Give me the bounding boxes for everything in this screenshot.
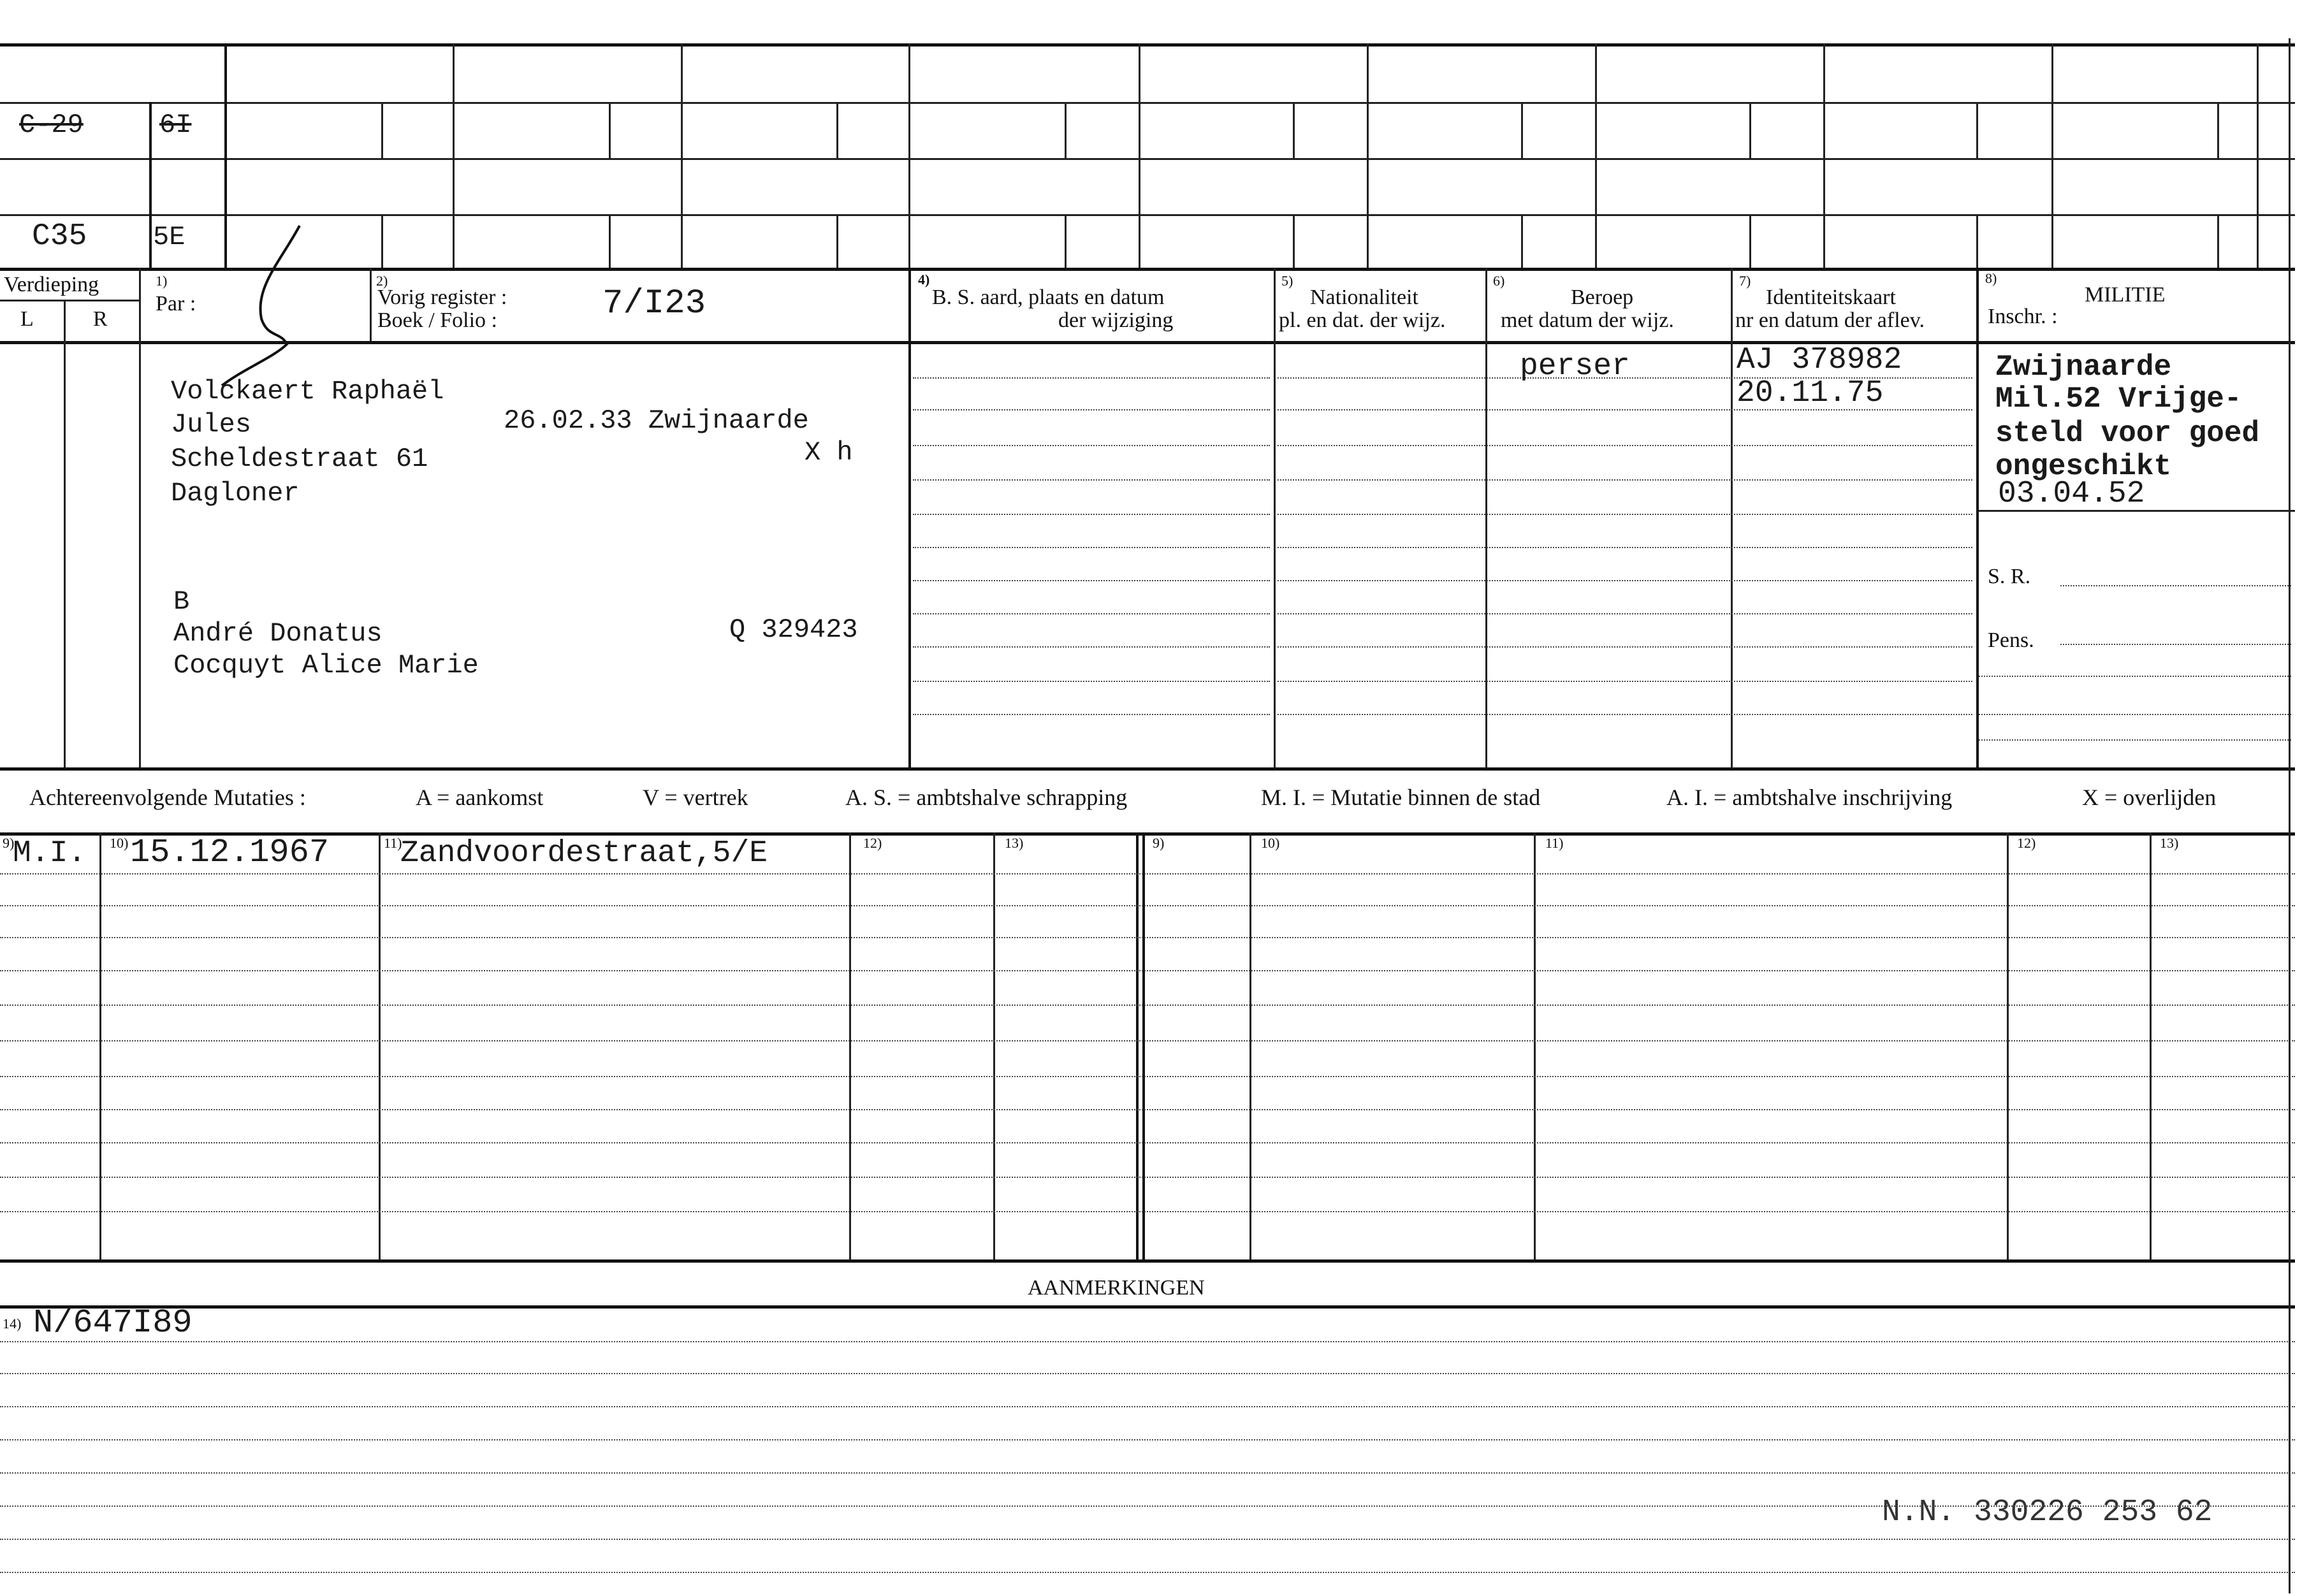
column-number: 11) — [1545, 835, 1564, 851]
id-number: AJ 378982 — [1737, 343, 1902, 377]
column-number: 12) — [863, 835, 882, 851]
grid-vline — [1976, 268, 1979, 768]
grid-vline — [381, 102, 383, 158]
militie-text: Zwijnaarde — [1995, 351, 2172, 384]
grid-vline — [1976, 214, 1978, 268]
beroep-value: perser — [1520, 349, 1630, 384]
grid-vline — [1521, 102, 1523, 158]
grid-line — [0, 1259, 2295, 1263]
grid-vline — [149, 102, 152, 268]
header-bottom-border — [0, 268, 2295, 271]
nationaliteit-label: pl. en dat. der wijz. — [1279, 308, 1446, 332]
grid-vline — [381, 214, 383, 268]
grid-vline — [609, 214, 611, 268]
grid-line — [0, 832, 2295, 836]
inschr-label: Inschr. : — [1988, 305, 2058, 328]
header-code: C-29 — [19, 110, 84, 140]
grid-vline — [836, 102, 838, 158]
column-number: 9) — [3, 835, 15, 851]
legend-mi: M. I. = Mutatie binnen de stad — [1261, 785, 1541, 810]
grid-vline — [2217, 214, 2219, 268]
militie-text: Mil.52 Vrijge- — [1995, 382, 2242, 416]
mutation-type: M.I. — [13, 836, 87, 871]
grid-vline — [849, 832, 851, 1259]
grid-vline — [1521, 214, 1523, 268]
nn-number: N.N. 330226 253 62 — [1882, 1495, 2213, 1530]
pens-label: Pens. — [1988, 628, 2034, 652]
militie-label: MILITIE — [2085, 283, 2166, 307]
bs-label: B. S. aard, plaats en datum — [932, 286, 1165, 309]
person-mark: X h — [805, 437, 853, 468]
person-name: Volckaert Raphaël — [171, 376, 444, 407]
column-number: 9) — [1153, 835, 1165, 851]
boek-folio-label: Boek / Folio : — [377, 308, 497, 332]
grid-vline — [609, 102, 611, 158]
grid-vline — [1065, 214, 1067, 268]
identiteitskaart-label: Identiteitskaart — [1766, 286, 1896, 309]
grid-vline — [453, 43, 455, 268]
field-number: 5) — [1281, 273, 1293, 289]
field-number: 7) — [1739, 273, 1751, 289]
legend-ai: A. I. = ambtshalve inschrijving — [1666, 785, 1953, 810]
legend-x: X = overlijden — [2082, 785, 2217, 810]
l-label: L — [20, 307, 34, 331]
spouse-name: André Donatus — [173, 618, 382, 649]
grid-vline — [139, 268, 141, 768]
grid-vline — [908, 43, 910, 268]
spouse-prefix: B — [173, 586, 190, 617]
grid-vline — [370, 268, 372, 341]
grid-vline — [681, 43, 683, 268]
field-number: 8) — [1985, 270, 1997, 286]
grid-line — [0, 102, 2295, 104]
register-ref: 7/I23 — [602, 284, 706, 323]
person-birth: 26.02.33 Zwijnaarde — [504, 405, 809, 436]
nationaliteit-label: Nationaliteit — [1310, 286, 1418, 309]
beroep-label: Beroep — [1571, 286, 1634, 309]
grid-vline — [99, 832, 101, 1259]
grid-vline — [1249, 832, 1251, 1259]
grid-vline — [1749, 214, 1751, 268]
grid-line — [0, 158, 2295, 160]
column-number: 13) — [1005, 835, 1024, 851]
header-code: 6I — [159, 110, 192, 140]
aanmerkingen-title: AANMERKINGEN — [1028, 1276, 1205, 1300]
field-number: 2) — [376, 273, 388, 289]
grid-line — [0, 1305, 2295, 1309]
header-code: 5E — [153, 222, 186, 252]
verdieping-label: Verdieping — [4, 273, 99, 296]
legend-v: V = vertrek — [643, 785, 748, 810]
grid-vline — [1534, 832, 1536, 1259]
spouse-line2: Cocquyt Alice Marie — [173, 650, 479, 681]
grid-vline — [1823, 43, 1825, 268]
r-label: R — [93, 307, 108, 331]
grid-vline — [2051, 43, 2053, 268]
field-number: 6) — [1493, 273, 1505, 289]
header-code: C35 — [32, 219, 87, 254]
person-firstname: Jules — [171, 409, 252, 440]
grid-vline — [1367, 43, 1369, 268]
grid-vline — [1136, 832, 1139, 1259]
grid-vline — [1142, 832, 1145, 1259]
grid-vline — [2007, 832, 2009, 1259]
grid-vline — [993, 832, 995, 1259]
legend-as: A. S. = ambtshalve schrapping — [845, 785, 1128, 810]
column-number: 10) — [110, 835, 129, 851]
field-number: 4) — [918, 272, 930, 287]
militie-date: 03.04.52 — [1998, 477, 2145, 511]
grid-vline — [379, 832, 381, 1259]
militie-text: steld voor goed — [1995, 417, 2260, 450]
handwritten-stroke — [217, 223, 344, 389]
remarks-value: N/647I89 — [33, 1304, 193, 1342]
right-edge — [2289, 38, 2291, 1593]
grid-vline — [1595, 43, 1597, 268]
grid-vline — [2217, 102, 2219, 158]
top-border — [0, 43, 2295, 47]
grid-vline — [1749, 102, 1751, 158]
grid-vline — [836, 214, 838, 268]
grid-line — [0, 214, 2295, 216]
grid-vline — [1139, 43, 1140, 268]
bs-label: der wijziging — [1058, 308, 1174, 332]
beroep-label: met datum der wijz. — [1501, 308, 1674, 332]
column-number: 12) — [2017, 835, 2036, 851]
legend-a: A = aankomst — [416, 785, 544, 810]
person-address: Scheldestraat 61 — [171, 444, 428, 474]
grid-vline — [1293, 102, 1295, 158]
column-number: 10) — [1261, 835, 1280, 851]
grid-vline — [1731, 268, 1733, 768]
grid-line — [0, 341, 2295, 344]
grid-line — [0, 300, 140, 301]
grid-vline — [1065, 102, 1067, 158]
column-number: 11) — [384, 835, 402, 851]
grid-vline — [1274, 268, 1276, 768]
grid-vline — [2150, 832, 2152, 1259]
grid-vline — [1485, 268, 1487, 768]
mutation-address: Zandvoordestraat,5/E — [400, 836, 768, 871]
field-number: 1) — [156, 273, 168, 289]
grid-vline — [1976, 102, 1978, 158]
par-label: Par : — [156, 292, 196, 316]
remarks-number: 14) — [3, 1316, 22, 1331]
grid-line — [0, 767, 2295, 771]
militie-text: ongeschikt — [1995, 450, 2172, 483]
grid-vline — [1293, 214, 1295, 268]
spouse-id: Q 329423 — [729, 614, 858, 645]
grid-vline — [2257, 43, 2259, 268]
mutation-date: 15.12.1967 — [130, 834, 330, 871]
column-number: 13) — [2160, 835, 2179, 851]
vorig-register-label: Vorig register : — [377, 286, 507, 309]
grid-vline — [64, 300, 66, 768]
sr-label: S. R. — [1988, 565, 2031, 588]
mutaties-title: Achtereenvolgende Mutaties : — [29, 785, 306, 810]
person-profession: Dagloner — [171, 478, 300, 509]
identiteitskaart-label: nr en datum der aflev. — [1735, 308, 1925, 332]
id-date: 20.11.75 — [1737, 376, 1884, 410]
grid-vline — [908, 268, 911, 768]
